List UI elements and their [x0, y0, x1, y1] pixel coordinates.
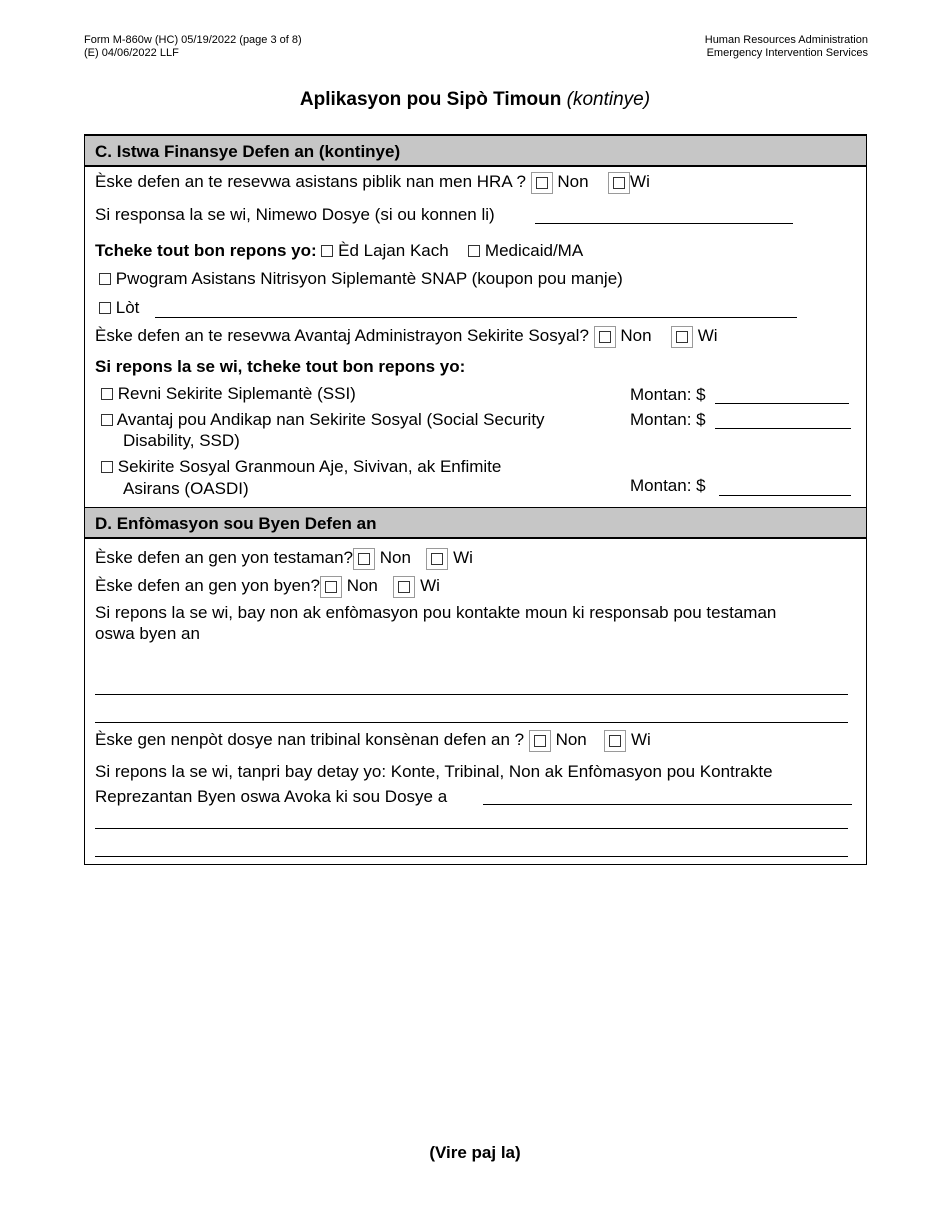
other-label: Lòt: [115, 298, 140, 317]
court-no-label: Non: [555, 730, 587, 749]
court-no-checkbox[interactable]: [529, 730, 551, 752]
agency-name: Human Resources Administration: [704, 34, 868, 46]
hra-yes-checkbox[interactable]: [608, 172, 630, 194]
estate-yes-checkbox[interactable]: [393, 576, 415, 598]
cash-assistance-checkbox[interactable]: [321, 245, 333, 257]
oasdi-label-line2: Asirans (OASDI): [123, 479, 249, 498]
court-detail-line1: Si repons la se wi, tanpri bay detay yo: Konte, Tribinal, Non ak Enfòmasyon pou Kontrakte: [95, 762, 773, 781]
other-field[interactable]: [155, 317, 797, 318]
oasdi-amount-field[interactable]: [719, 495, 851, 496]
ssa-no-label: Non: [620, 326, 652, 345]
court-detail-field-3[interactable]: [95, 856, 848, 857]
turn-page-note: (Vire paj la): [429, 1143, 521, 1162]
court-yes-checkbox[interactable]: [604, 730, 626, 752]
checkbox-icon: [536, 177, 548, 189]
other-row: [99, 298, 139, 318]
checkbox-icon: [613, 177, 625, 189]
ssa-yes-label: Wi: [697, 326, 718, 345]
case-number-label: Si responsa la se wi, Nimewo Dosye (si ou konnen li): [95, 205, 495, 224]
medicaid-checkbox[interactable]: [468, 245, 480, 257]
page-title-main: Aplikasyon pou Sipò Timoun: [299, 89, 562, 110]
snap-checkbox[interactable]: [99, 273, 111, 285]
ssi-row: [101, 384, 356, 404]
hra-yes-label: Wi: [630, 172, 650, 191]
oasdi-label-line1: Sekirite Sosyal Granmoun Aje, Sivivan, ak Enfimite: [117, 457, 502, 476]
section-c-heading: C. Istwa Finansye Defen an (kontinye): [85, 135, 866, 167]
ssi-amount-label: Montan: $: [630, 385, 706, 404]
checkbox-icon: [676, 331, 688, 343]
ssi-label: Revni Sekirite Siplemantè (SSI): [117, 384, 356, 403]
checkbox-icon: [431, 553, 443, 565]
snap-label: Pwogram Asistans Nitrisyon Siplemantè SNAP (koupon pou manje): [115, 269, 623, 288]
contact-info-field-1[interactable]: [95, 694, 848, 695]
ssd-label-line1: Avantaj pou Andikap nan Sekirite Sosyal (Social Security: [116, 410, 545, 429]
other-checkbox[interactable]: [99, 302, 111, 314]
ssa-yes-checkbox[interactable]: [671, 326, 693, 348]
estate-no-label: Non: [346, 576, 378, 595]
estate-yes-label: Wi: [420, 576, 440, 595]
estate-question-row: [95, 576, 440, 598]
estate-no-checkbox[interactable]: [320, 576, 342, 598]
contact-instructions-line2: oswa byen an: [95, 624, 200, 643]
will-no-label: Non: [379, 548, 411, 567]
oasdi-row: [101, 457, 501, 477]
court-yes-label: Wi: [630, 730, 651, 749]
hra-question-row: [95, 172, 650, 194]
oasdi-checkbox[interactable]: [101, 461, 113, 473]
form-frame: [84, 134, 867, 865]
ssd-amount-label: Montan: $: [630, 410, 706, 429]
contact-info-field-2[interactable]: [95, 722, 848, 723]
will-question-row: [95, 548, 473, 570]
page-title-suffix: (kontinye): [566, 89, 651, 110]
ssd-checkbox[interactable]: [101, 414, 113, 426]
court-detail-field-1[interactable]: [483, 804, 852, 805]
will-yes-checkbox[interactable]: [426, 548, 448, 570]
court-detail-line2: Reprezantan Byen oswa Avoka ki sou Dosye a: [95, 787, 448, 806]
section-d-heading: D. Enfòmasyon sou Byen Defen an: [85, 507, 866, 539]
ssd-amount-field[interactable]: [715, 428, 851, 429]
hra-question: Èske defen an te resevwa asistans piblik nan men HRA ?: [95, 172, 526, 191]
ssi-amount-field[interactable]: [715, 403, 849, 404]
check-all-label: Tcheke tout bon repons yo:: [95, 241, 317, 260]
checkbox-icon: [534, 735, 546, 747]
form-id: Form M-860w (HC) 05/19/2022 (page 3 of 8): [84, 34, 302, 46]
ssa-question-row: [95, 326, 718, 348]
medicaid-label: Medicaid/MA: [484, 241, 584, 260]
ssa-no-checkbox[interactable]: [594, 326, 616, 348]
estate-question: Èske defen an gen yon byen?: [95, 576, 320, 595]
snap-row: [99, 269, 623, 289]
will-no-checkbox[interactable]: [353, 548, 375, 570]
court-question-row: [95, 730, 651, 752]
ssd-row: [101, 410, 545, 430]
checkbox-icon: [358, 553, 370, 565]
division-name: Emergency Intervention Services: [706, 47, 868, 59]
ssd-label-line2: Disability, SSD): [123, 431, 240, 450]
form-revision: (E) 04/06/2022 LLF: [84, 47, 179, 59]
checkbox-icon: [398, 581, 410, 593]
checkbox-icon: [599, 331, 611, 343]
hra-no-label: Non: [557, 172, 589, 191]
will-yes-label: Wi: [453, 548, 473, 567]
will-question: Èske defen an gen yon testaman?: [95, 548, 354, 567]
contact-instructions-line1: Si repons la se wi, bay non ak enfòmasyon pou kontakte moun ki responsab pou testaman: [95, 603, 777, 622]
assistance-types-row: [95, 241, 583, 261]
cash-assistance-label: Èd Lajan Kach: [338, 241, 449, 260]
page-title: [0, 89, 950, 111]
form-id-block: [84, 34, 302, 60]
ssa-question: Èske defen an te resevwa Avantaj Administrayon Sekirite Sosyal?: [95, 326, 589, 345]
agency-block: [705, 34, 868, 60]
checkbox-icon: [609, 735, 621, 747]
oasdi-amount-label: Montan: $: [630, 476, 706, 495]
hra-no-checkbox[interactable]: [531, 172, 553, 194]
case-number-field[interactable]: [535, 223, 793, 224]
court-detail-field-2[interactable]: [95, 828, 848, 829]
ssi-checkbox[interactable]: [101, 388, 113, 400]
checkbox-icon: [325, 581, 337, 593]
court-question: Èske gen nenpòt dosye nan tribinal konsènan defen an ?: [95, 730, 525, 749]
ssa-check-label: Si repons la se wi, tcheke tout bon repons yo:: [95, 357, 466, 376]
